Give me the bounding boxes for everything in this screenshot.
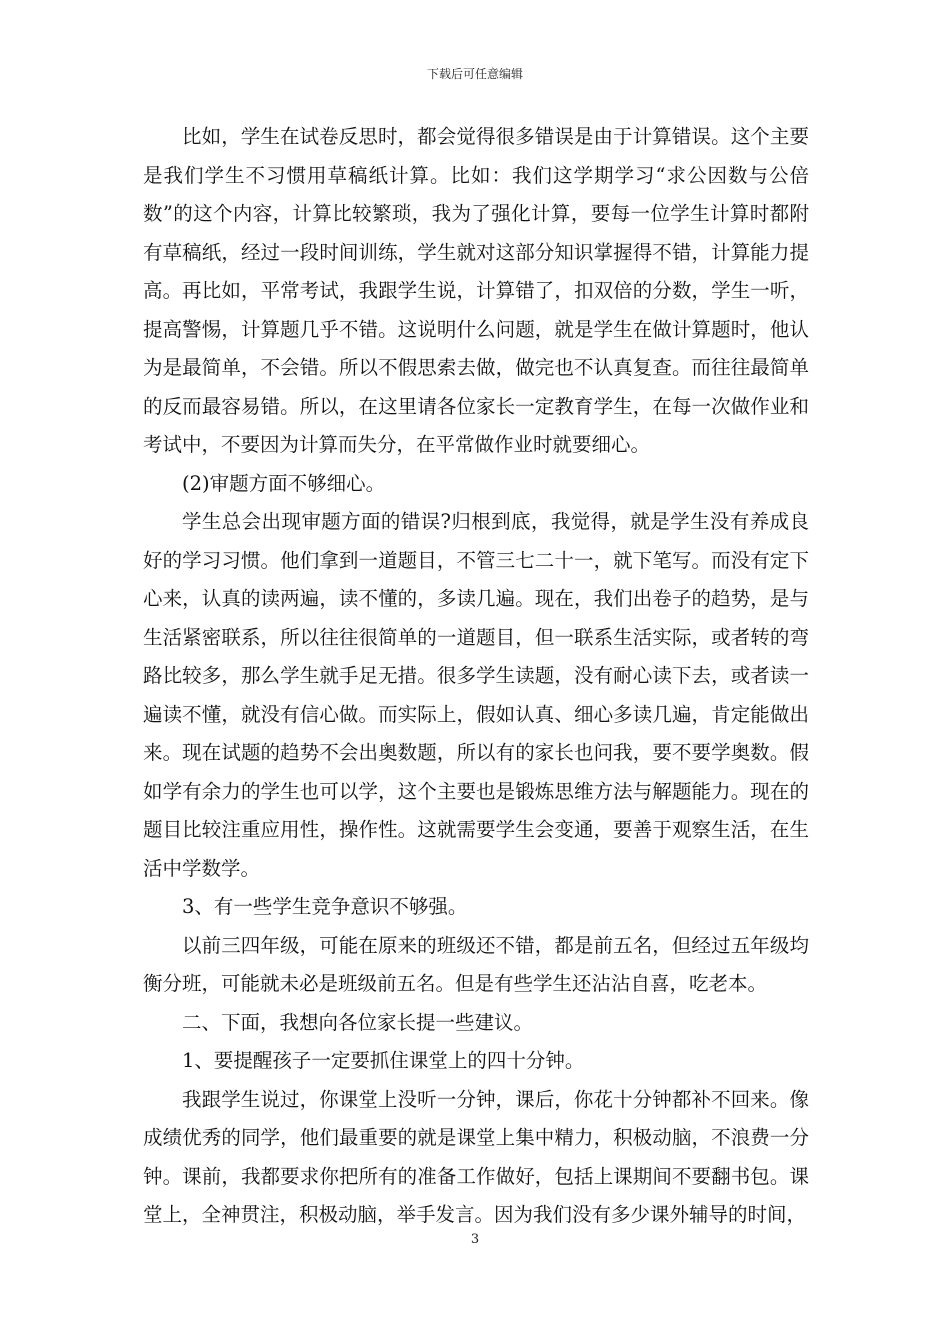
paragraph-4: 3、有一些学生竞争意识不够强。 — [182, 895, 468, 918]
paragraph-3: 学生总会出现审题方面的错误?归根到底，我觉得，就是学生没有养成良好的学习习惯。他们拿到一道题目，不管三七二十一，就下笔写。而没有定下心来，认真的读两遍，读不懂的，多读几遍。现在，我们出卷子的趋势，是与生活紧密联系，所以往往很简单的一道题目，但一联系生活实际，或者转的弯路比较多，那么学生就手足无措。很多学生读题，没有耐心读下去，或者读一遍读不懂，就没有信心做。而实际上，假如认真、细心多读几遍，肯定能做出来。现在试题的趋势不会出奥数题，所以有的家长也问我，要不要学奥数。假如学有余力的学生也可以学，这个主要也是锻炼思维方法与解题能力。现在的题目比较注重应用性，操作性。这就需要学生会变通，要善于观察生活，在生活中学数学。 — [143, 510, 809, 880]
page-header: 下载后可任意编辑 — [426, 67, 523, 81]
paragraph-2: (2)审题方面不够细心。 — [182, 471, 386, 495]
page-number: 3 — [470, 1232, 480, 1247]
document-body — [143, 118, 809, 1235]
paragraph-1: 比如，学生在试卷反思时，都会觉得很多错误是由于计算错误。这个主要是我们学生不习惯用草稿纸计算。比如：我们这学期学习“求公因数与公倍数”的这个内容，计算比较繁琐，我为了强化计算，要每一位学生计算时都附有草稿纸，经过一段时间训练，学生就对这部分知识掌握得不错，计算能力提高。再比如，平常考试，我跟学生说，计算错了，扣双倍的分数，学生一听，提高警惕，计算题几乎不错。这说明什么问题，就是学生在做计算题时，他认为是最简单，不会错。所以不假思索去做，做完也不认真复查。而往往最简单的反而最容易错。所以，在这里请各位家长一定教育学生，在每一次做作业和考试中，不要因为计算而失分，在平常做作业时就要细心。 — [143, 125, 809, 456]
paragraph-7: 1、要提醒孩子一定要抓住课堂上的四十分钟。 — [182, 1049, 585, 1072]
paragraph-6: 二、下面，我想向各位家长提一些建议。 — [182, 1010, 534, 1034]
paragraph-8: 我跟学生说过，你课堂上没听一分钟，课后，你花十分钟都补不回来。像成绩优秀的同学，他们最重要的就是课堂上集中精力，积极动脑，不浪费一分钟。课前，我都要求你把所有的准备工作做好，包括上课期间不要翻书包。课堂上，全神贯注，积极动脑，举手发言。因为我们没有多少课外辅导的时间， — [143, 1087, 809, 1226]
paragraph-5: 以前三四年级，可能在原来的班级还不错，都是前五名，但经过五年级均衡分班，可能就未必是班级前五名。但是有些学生还沾沾自喜，吃老本。 — [143, 933, 809, 995]
